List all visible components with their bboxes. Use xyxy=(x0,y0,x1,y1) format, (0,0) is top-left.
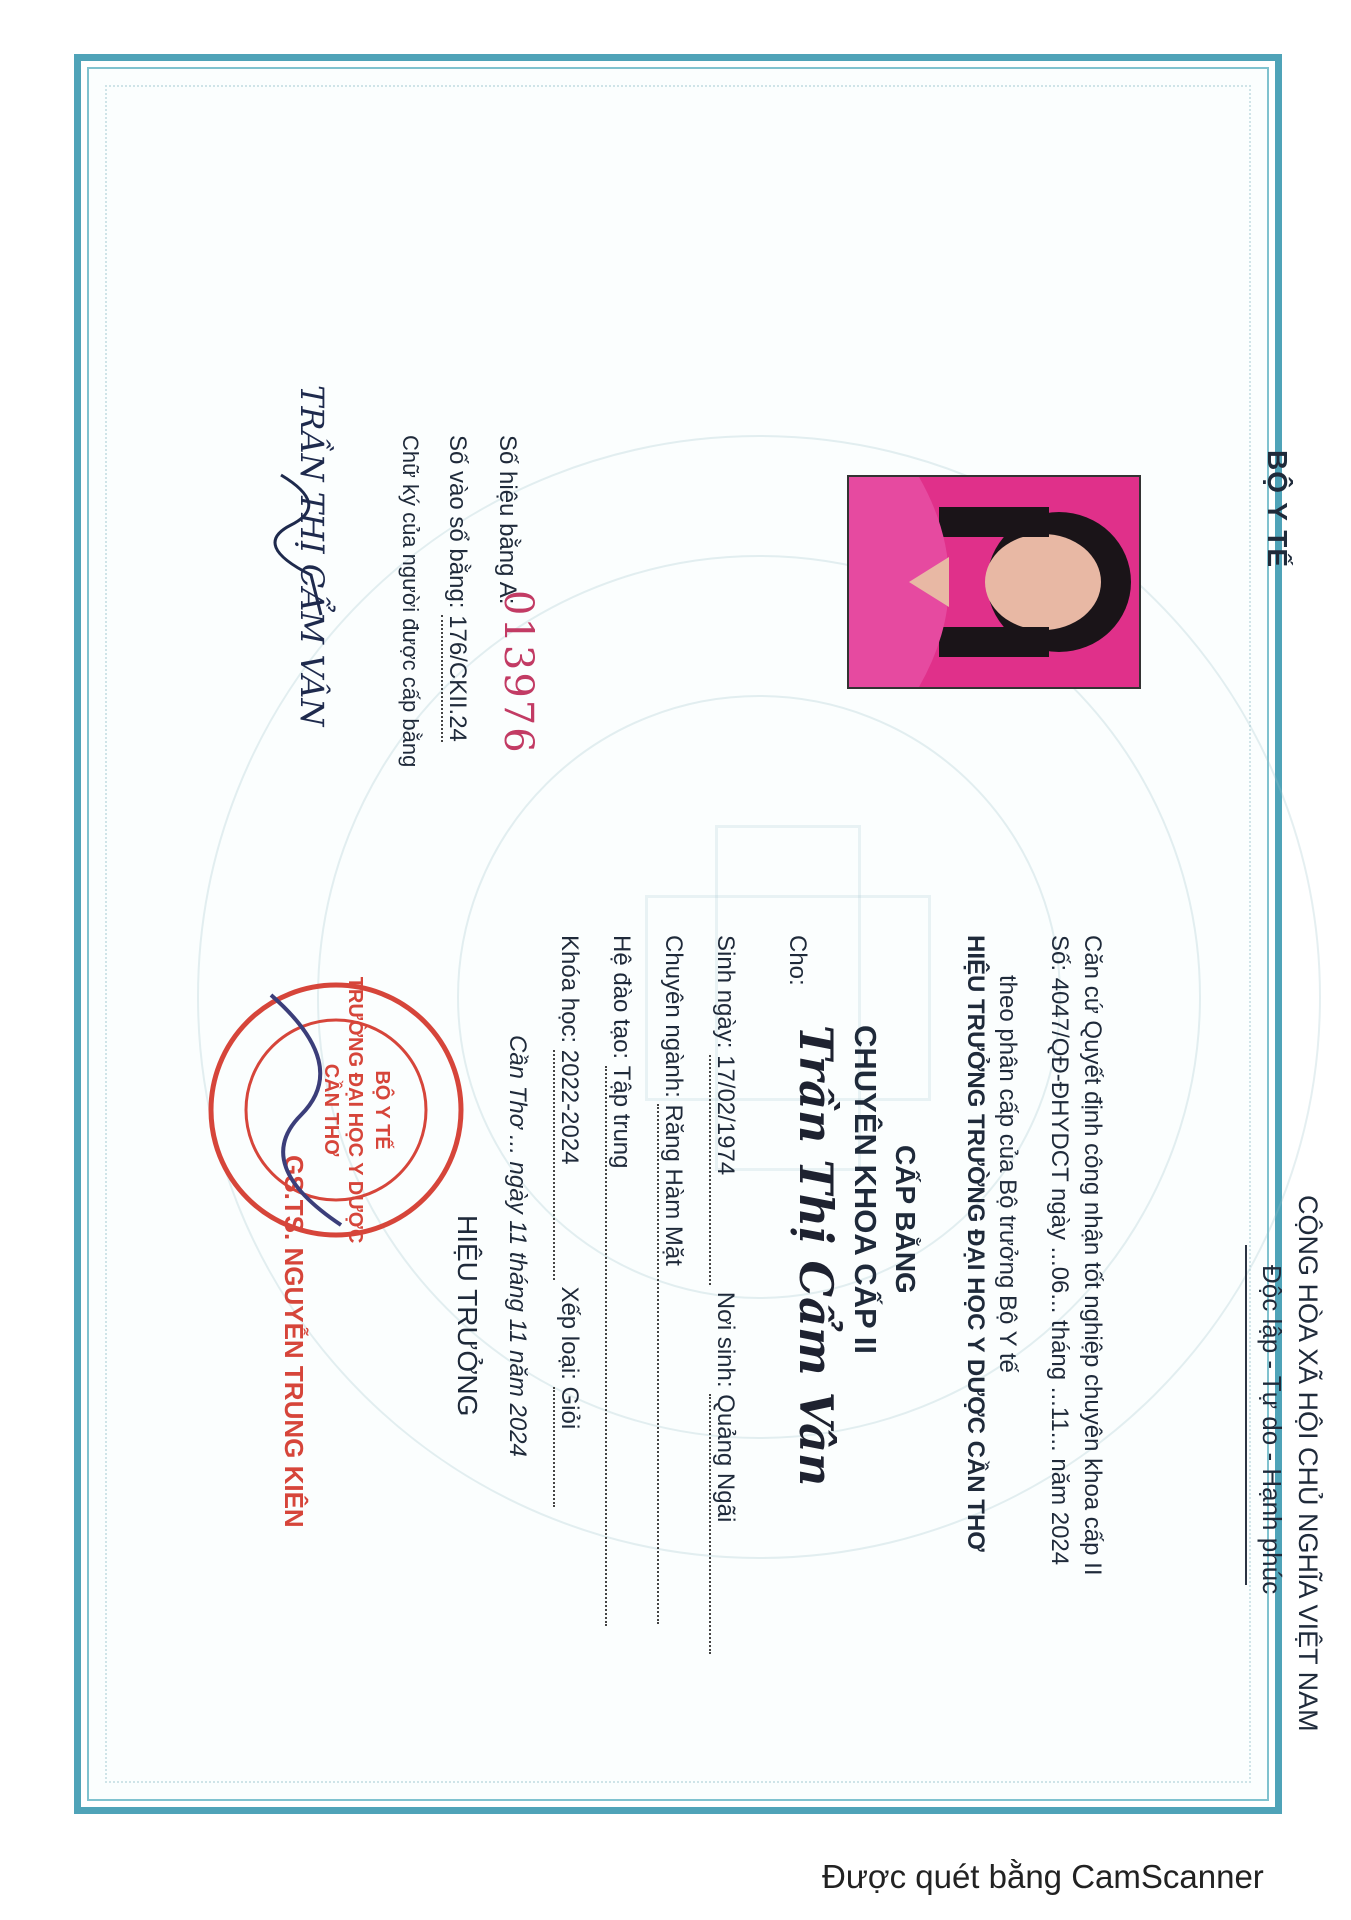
course-row xyxy=(553,935,583,1507)
certificate-content xyxy=(171,135,1351,1855)
place-date: Cần Thơ ... ngày 11 tháng 11 năm 2024 xyxy=(504,1035,531,1457)
holder-signature-label: Chữ ký của người được cấp bằng xyxy=(398,435,423,768)
motto-underline xyxy=(1245,1245,1247,1585)
recipient-label: Cho: xyxy=(784,935,811,986)
seal-center-text: TRƯỜNG ĐẠI HỌC Y DƯỢC CẦN THƠ xyxy=(320,976,366,1244)
award-title: CẤP BẰNG xyxy=(890,1145,921,1294)
award-subtitle: CHUYÊN KHOA CẤP II xyxy=(848,1025,883,1354)
registry-label: Số vào sổ bằng: xyxy=(444,435,471,609)
grade-label: Xếp loại: xyxy=(556,1286,583,1380)
rector-name: GS.TS. NGUYỄN TRUNG KIÊN xyxy=(279,1155,309,1528)
recipient-name: Trần Thị Cẩm Vân xyxy=(789,1025,843,1487)
dob-row xyxy=(709,935,739,1654)
major-label: Chuyên ngành: xyxy=(660,935,687,1098)
republic-heading: CỘNG HÒA XÃ HỘI CHỦ NGHĨA VIỆT NAM xyxy=(1293,1195,1323,1732)
training-label: Hệ đào tạo: xyxy=(608,935,635,1060)
holder-handwritten-name: TRẦN THỊ CẨM VÂN xyxy=(293,385,331,727)
ministry-heading: BỘ Y TẾ xyxy=(1262,450,1293,569)
course-value: 2022-2024 xyxy=(553,1050,583,1280)
rector-title: HIỆU TRƯỞNG xyxy=(452,1215,483,1417)
serial-label: Số hiệu bằng A: xyxy=(494,435,521,605)
registry-row xyxy=(441,435,471,742)
birthplace-value: Quảng Ngãi xyxy=(709,1394,739,1654)
portrait-image xyxy=(849,477,1139,687)
birthplace-label: Nơi sinh: xyxy=(712,1291,739,1388)
decree-number-line: Số: 4047/QĐ-ĐHYDCT ngày ...06... tháng ...11... năm 2024 xyxy=(1046,935,1073,1566)
dob-label: Sinh ngày: xyxy=(712,935,739,1049)
course-label: Khóa học: xyxy=(556,935,583,1044)
decree-authority-line: theo phân cấp của Bộ trưởng Bộ Y tế xyxy=(994,975,1021,1373)
registry-number: 176/CKII.24 xyxy=(441,615,471,742)
serial-number: 013976 xyxy=(495,590,541,755)
holder-photo xyxy=(847,475,1141,689)
scanner-footer: Được quét bằng CamScanner xyxy=(822,1858,1264,1895)
issuer-line: HIỆU TRƯỞNG TRƯỜNG ĐẠI HỌC Y DƯỢC CẦN THƠ xyxy=(962,935,989,1552)
decree-line: Căn cứ Quyết định công nhận tốt nghiệp chuyên khoa cấp II xyxy=(1079,935,1106,1576)
training-row xyxy=(605,935,635,1626)
seal-top-text: BỘ Y TẾ xyxy=(371,1070,393,1150)
dob-value: 17/02/1974 xyxy=(709,1055,739,1285)
holder-signature-icon xyxy=(261,465,341,625)
major-row xyxy=(657,935,687,1624)
certificate-frame xyxy=(74,54,1323,1814)
grade-value: Giỏi xyxy=(553,1387,583,1507)
major-value: Răng Hàm Mặt xyxy=(657,1104,687,1624)
university-seal xyxy=(201,975,471,1245)
national-motto: Độc lập - Tự do - Hạnh phúc xyxy=(1257,1265,1287,1595)
training-value: Tập trung xyxy=(605,1066,635,1626)
